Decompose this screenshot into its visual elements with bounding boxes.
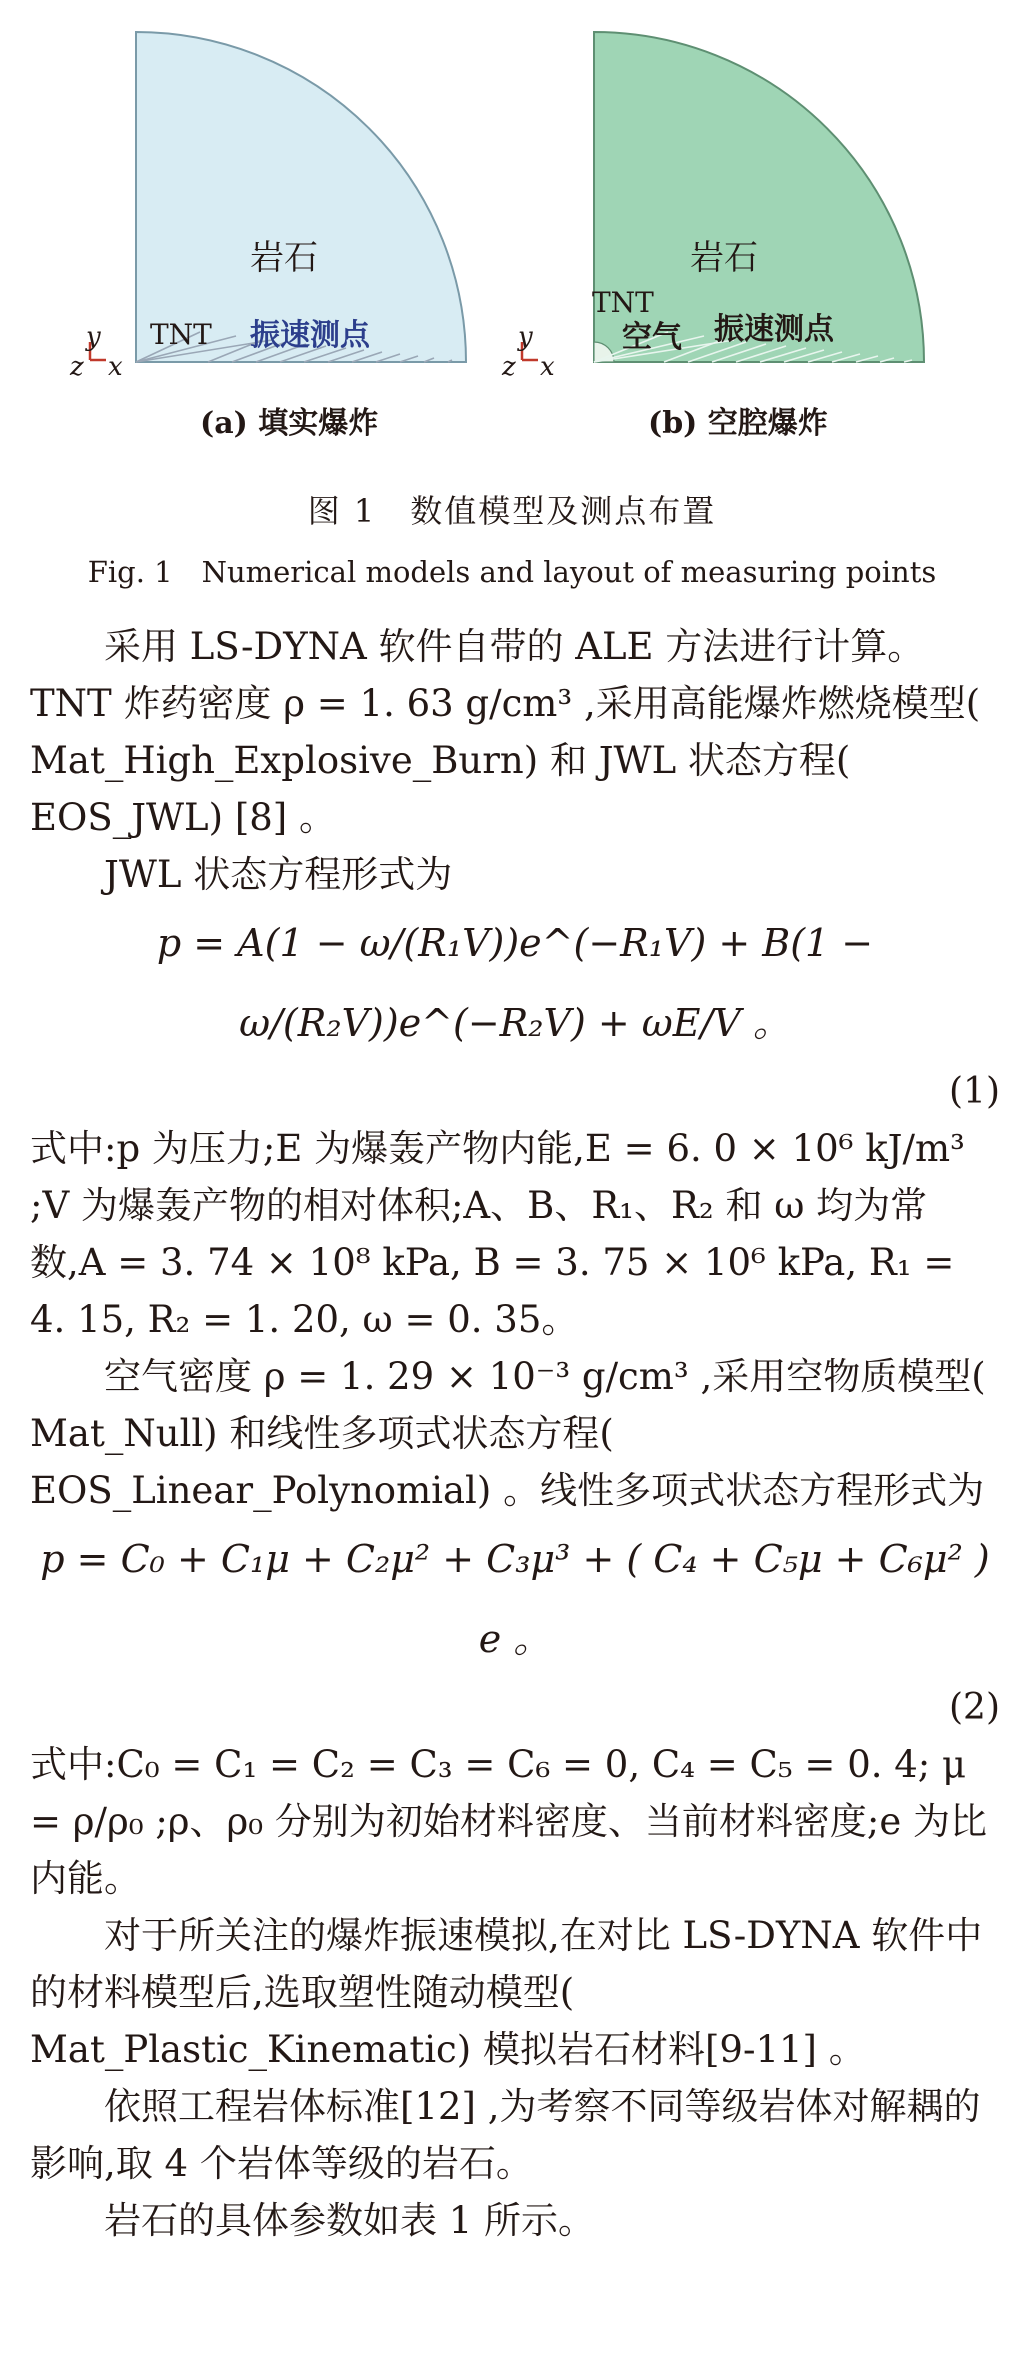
- air-label-b: 空气: [622, 320, 682, 355]
- axis-z-label-a: z: [70, 352, 84, 382]
- paragraph-jwl-params: 式中:p 为压力;E 为爆轰产物内能,E = 6. 0 × 10⁶ kJ/m³ ;V 为爆轰产物的相对体积;A、B、R₁、R₂ 和 ω 均为常数,A = 3. 74 × 10⁸ kPa, B = 3. 75 × 10⁶ kPa, R₁ = 4. 15, R₂ = 1. 20, ω = 0. 35。: [30, 1127, 965, 1341]
- equation-2-number: (2): [949, 1687, 1000, 1728]
- rock-label-a: 岩石: [250, 238, 318, 278]
- subcaption-a: (a) 填实爆炸: [200, 406, 379, 441]
- equation-1-number: (1): [949, 1071, 1000, 1112]
- measuring-points-label-a: 振速测点: [250, 318, 370, 353]
- axis-y-label-b: y: [518, 322, 533, 352]
- axis-z-label-b: z: [502, 352, 516, 382]
- body-text: [30, 618, 1000, 2249]
- equation-1: p = A(1 − ω/(R₁V))e^(−R₁V) + B(1 − ω/(R₂V))e^(−R₂V) + ωE/V 。: [156, 921, 874, 1045]
- measuring-points-label-b: 振速测点: [714, 312, 834, 347]
- figure-caption-en: Fig. 1 Numerical models and layout of measuring points: [87, 555, 937, 589]
- paragraph-table-ref: 岩石的具体参数如表 1 所示。: [104, 2199, 596, 2242]
- tnt-label-a: TNT: [150, 318, 212, 351]
- paragraph-air-model: 空气密度 ρ = 1. 29 × 10⁻³ g/cm³ ,采用空物质模型( Mat_Null) 和线性多项式状态方程( EOS_Linear_Polynomial) 。线性多项式状态方程形式为: [30, 1355, 986, 1512]
- figure-1: [0, 0, 1024, 589]
- figure-drawing: [0, 0, 1024, 480]
- paragraph-jwl-intro: JWL 状态方程形式为: [104, 853, 453, 896]
- paragraph-ale-method: 采用 LS-DYNA 软件自带的 ALE 方法进行计算。TNT 炸药密度 ρ = 1. 63 g/cm³ ,采用高能爆炸燃烧模型( Mat_High_Explosive_Burn) 和 JWL 状态方程( EOS_JWL) [8] 。: [30, 625, 981, 839]
- tnt-label-b: TNT: [592, 286, 654, 319]
- paragraph-poly-params: 式中:C₀ = C₁ = C₂ = C₃ = C₆ = 0, C₄ = C₅ = 0. 4; μ = ρ/ρ₀ ;ρ、ρ₀ 分别为初始材料密度、当前材料密度;e 为比内能。: [30, 1743, 988, 1900]
- equation-2: p = C₀ + C₁μ + C₂μ² + C₃μ³ + ( C₄ + C₅μ + C₆μ² ) e 。: [40, 1537, 990, 1661]
- axis-x-label-a: x: [108, 352, 123, 382]
- axis-y-label-a: y: [86, 322, 101, 352]
- paragraph-rock-model: 对于所关注的爆炸振速模拟,在对比 LS-DYNA 软件中的材料模型后,选取塑性随动模型( Mat_Plastic_Kinematic) 模拟岩石材料[9-11] 。: [30, 1914, 983, 2071]
- subcaption-b: (b) 空腔爆炸: [648, 406, 828, 441]
- figure-caption-cn: 图 1 数值模型及测点布置: [307, 492, 717, 530]
- rock-label-b: 岩石: [690, 238, 758, 278]
- paragraph-rock-grades: 依照工程岩体标准[12] ,为考察不同等级岩体对解耦的影响,取 4 个岩体等级的岩石。: [30, 2085, 981, 2185]
- axis-x-label-b: x: [540, 352, 555, 382]
